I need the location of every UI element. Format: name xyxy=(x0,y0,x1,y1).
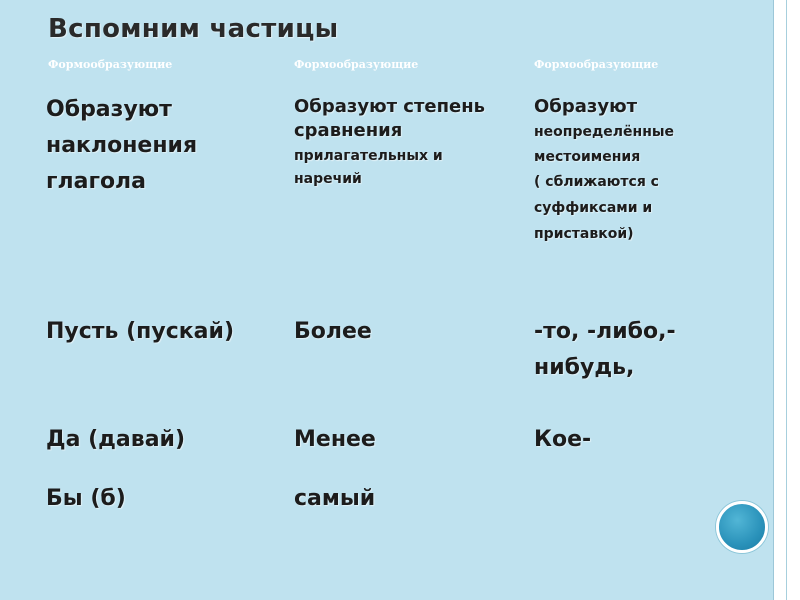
column-3-example xyxy=(534,314,676,386)
column-1-header: Формообразующие xyxy=(48,58,173,71)
column-2-description xyxy=(294,95,485,189)
column-2-description-title-line: Образуют степень xyxy=(294,96,486,117)
column-2-example: самый xyxy=(294,486,376,511)
column-1-example: Пусть (пускай) xyxy=(46,319,234,344)
column-3-description-sub-line: местоимения xyxy=(534,149,641,165)
column-1-example: Да (давай) xyxy=(46,427,186,452)
column-1-description-line: глагола xyxy=(46,169,147,194)
column-3-description-sub-line: ( сближаются с xyxy=(534,174,659,190)
column-2-example: Более xyxy=(294,319,372,344)
column-3-header: Формообразующие xyxy=(534,58,659,71)
slide-title: Вспомним частицы xyxy=(48,14,339,44)
column-3-description-title-line: Образуют xyxy=(534,96,638,117)
column-2-example: Менее xyxy=(294,427,376,452)
column-3-description-sub-line: суффиксами и xyxy=(534,200,653,216)
column-2-header: Формообразующие xyxy=(294,58,419,71)
column-1-description xyxy=(46,92,197,200)
column-3-description-sub-line: приставкой) xyxy=(534,226,634,242)
column-1-description-line: Образуют xyxy=(46,97,172,122)
column-3-example-line: нибудь, xyxy=(534,355,635,380)
column-1-example: Бы (б) xyxy=(46,486,126,511)
slide-border-line xyxy=(786,0,787,600)
column-3-description xyxy=(534,95,674,247)
column-3-example: Кое- xyxy=(534,427,592,452)
column-2-description-sub-line: прилагательных и xyxy=(294,148,443,164)
column-2-description-title-line: сравнения xyxy=(294,120,403,141)
column-3-description-sub-line: неопределённые xyxy=(534,124,675,140)
column-2-description-sub-line: наречий xyxy=(294,171,362,187)
column-1-description-line: наклонения xyxy=(46,133,198,158)
decorative-circle-icon xyxy=(716,501,768,553)
column-3-example-line: -то, -либо,- xyxy=(534,319,676,344)
